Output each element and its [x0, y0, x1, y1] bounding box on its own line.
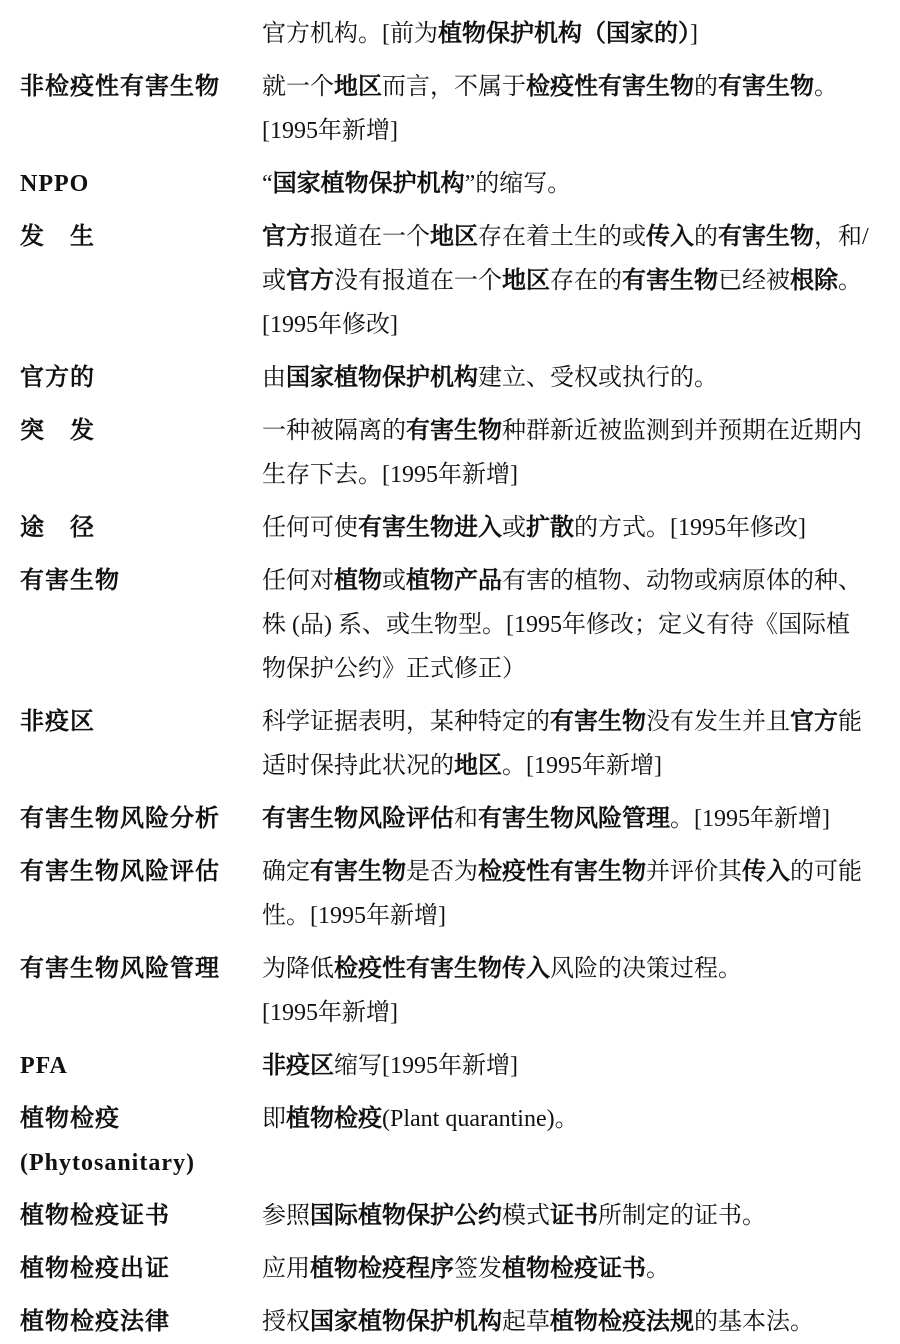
term-line: 植物检疫法律 — [20, 1309, 170, 1335]
definition — [262, 1247, 900, 1291]
text-segment: 缩写[1995年新增] — [334, 1053, 518, 1079]
definition-line — [262, 65, 900, 109]
text-segment: 任何可使 — [262, 515, 358, 541]
text-segment: 即 — [262, 1106, 286, 1132]
definition — [262, 162, 900, 206]
term — [20, 356, 262, 400]
bold-term-reference: 国家植物保护机构 — [310, 1309, 502, 1335]
glossary-entry — [20, 215, 900, 347]
text-segment: “ — [262, 171, 273, 197]
text-segment: 已经被 — [718, 268, 790, 294]
text-segment: 。 — [838, 268, 862, 294]
glossary-entry — [20, 850, 900, 938]
text-segment: 的可能 — [790, 859, 862, 885]
bold-term-reference: 有害生物 — [310, 859, 406, 885]
glossary-list — [20, 12, 900, 1344]
definition-line — [262, 215, 900, 259]
text-segment: 没有报道在一个 — [334, 268, 502, 294]
glossary-entry — [20, 1044, 900, 1088]
definition — [262, 700, 900, 788]
definition-line — [262, 1044, 900, 1088]
text-segment: 。[1995年新增] — [670, 806, 830, 832]
text-segment: 授权 — [262, 1309, 310, 1335]
glossary-entry — [20, 1300, 900, 1344]
term-line: 发 生 — [20, 224, 95, 250]
text-segment: 一种被隔离的 — [262, 418, 406, 444]
definition — [262, 1300, 900, 1344]
definition — [262, 356, 900, 400]
term-line: 官方的 — [20, 365, 95, 391]
text-segment: [1995年新增] — [262, 1000, 398, 1026]
bold-term-reference: 植物检疫程序 — [310, 1256, 454, 1282]
term-line: 有害生物 — [20, 568, 120, 594]
term-line: PFA — [20, 1053, 68, 1079]
text-segment: 并评价其 — [646, 859, 742, 885]
text-segment: 签发 — [454, 1256, 502, 1282]
text-segment: [1995年新增] — [262, 118, 398, 144]
definition — [262, 409, 900, 497]
definition-line — [262, 453, 900, 497]
bold-term-reference: 有害生物风险评估 — [262, 806, 454, 832]
definition-line — [262, 1300, 900, 1344]
term-line: 非检疫性有害生物 — [20, 74, 220, 100]
definition — [262, 1194, 900, 1238]
term — [20, 162, 262, 206]
bold-term-reference: 植物检疫 — [286, 1106, 382, 1132]
definition-line — [262, 12, 900, 56]
text-segment: (Plant quarantine)。 — [382, 1106, 579, 1132]
term-line: 植物检疫出证 — [20, 1256, 170, 1282]
text-segment: 或 — [502, 515, 526, 541]
term-line: 有害生物风险管理 — [20, 956, 220, 982]
text-segment: 确定 — [262, 859, 310, 885]
text-segment: 风险的决策过程。 — [550, 956, 742, 982]
glossary-entry — [20, 1247, 900, 1291]
definition-line — [262, 1097, 900, 1141]
bold-term-reference: 扩散 — [526, 515, 574, 541]
term — [20, 1300, 262, 1344]
text-segment: 而言，不属于 — [382, 74, 526, 100]
definition — [262, 559, 900, 691]
glossary-entry — [20, 700, 900, 788]
definition-line — [262, 409, 900, 453]
definition-line — [262, 647, 900, 691]
definition-line — [262, 894, 900, 938]
term — [20, 700, 262, 744]
text-segment: 为降低 — [262, 956, 334, 982]
text-segment: 存在的 — [550, 268, 622, 294]
term — [20, 65, 262, 109]
definition — [262, 215, 900, 347]
bold-term-reference: 进入 — [454, 515, 502, 541]
bold-term-reference: 植物保护机构（国家的） — [438, 21, 690, 47]
bold-term-reference: 检疫性有害生物 — [526, 74, 694, 100]
term-line: 植物检疫 — [20, 1106, 120, 1132]
text-segment: 参照 — [262, 1203, 310, 1229]
definition-line — [262, 356, 900, 400]
definition-line — [262, 1194, 900, 1238]
text-segment: ”的缩写。 — [464, 171, 572, 197]
term — [20, 1044, 262, 1088]
term — [20, 850, 262, 894]
bold-term-reference: 官方 — [790, 709, 838, 735]
glossary-entry — [20, 797, 900, 841]
bold-term-reference: 官方 — [262, 224, 310, 250]
text-segment: 物保护公约》正式修正） — [262, 656, 526, 682]
term-line: 植物检疫证书 — [20, 1203, 170, 1229]
term — [20, 947, 262, 991]
bold-term-reference: 根除 — [790, 268, 838, 294]
bold-term-reference: 检疫性有害生物 — [478, 859, 646, 885]
text-segment: 报道在一个 — [310, 224, 430, 250]
text-segment: 和 — [454, 806, 478, 832]
glossary-entry — [20, 12, 900, 56]
bold-term-reference: 国家植物保护机构 — [272, 171, 465, 197]
definition-line — [262, 259, 900, 303]
text-segment: 的方式。[1995年修改] — [574, 515, 806, 541]
text-segment: 由 — [262, 365, 286, 391]
text-segment: 适时保持此状况的 — [262, 753, 454, 779]
text-segment: 的 — [694, 74, 718, 100]
bold-term-reference: 有害生物 — [406, 418, 502, 444]
definition-line — [262, 1247, 900, 1291]
definition-line — [262, 559, 900, 603]
glossary-entry — [20, 409, 900, 497]
definition-line — [262, 603, 900, 647]
text-segment: [1995年修改] — [262, 312, 398, 338]
bold-term-reference: 有害生物 — [718, 74, 814, 100]
bold-term-reference: 有害生物 — [622, 268, 718, 294]
term — [20, 1247, 262, 1291]
term-line: (Phytosanitary) — [20, 1150, 195, 1176]
text-segment: 生存下去。[1995年新增] — [262, 462, 518, 488]
bold-term-reference: 国家植物保护机构 — [286, 365, 478, 391]
text-segment: 应用 — [262, 1256, 310, 1282]
definition — [262, 1044, 900, 1088]
term — [20, 506, 262, 550]
definition — [262, 506, 900, 550]
term-line: NPPO — [20, 171, 90, 197]
bold-term-reference: 地区 — [454, 753, 502, 779]
text-segment: 任何对 — [262, 568, 334, 594]
term-line: 有害生物风险分析 — [20, 806, 220, 832]
term — [20, 797, 262, 841]
term — [20, 409, 262, 453]
text-segment: ] — [690, 21, 698, 47]
bold-term-reference: 证书 — [550, 1203, 598, 1229]
text-segment: 株 (品) 系、或生物型。[1995年修改；定义有待《国际植 — [262, 612, 850, 638]
definition — [262, 797, 900, 841]
term-line: 途 径 — [20, 515, 95, 541]
text-segment: 。 — [814, 74, 838, 100]
bold-term-reference: 植物产品 — [406, 568, 502, 594]
term-line: 有害生物风险评估 — [20, 859, 220, 885]
definition-line — [262, 303, 900, 347]
text-segment: 的 — [694, 224, 718, 250]
definition-line — [262, 109, 900, 153]
text-segment: 起草 — [502, 1309, 550, 1335]
text-segment: 存在着土生的或 — [478, 224, 646, 250]
definition-line — [262, 700, 900, 744]
term — [20, 1194, 262, 1238]
text-segment: 是否为 — [406, 859, 478, 885]
definition-line — [262, 797, 900, 841]
text-segment: 或 — [262, 268, 286, 294]
bold-term-reference: 非疫区 — [262, 1053, 334, 1079]
definition-line — [262, 506, 900, 550]
text-segment: 性。[1995年新增] — [262, 903, 446, 929]
bold-term-reference: 地区 — [430, 224, 478, 250]
term — [20, 559, 262, 603]
text-segment: 官方机构。[前为 — [262, 21, 438, 47]
term-line: 非疫区 — [20, 709, 95, 735]
definition-line — [262, 991, 900, 1035]
bold-term-reference: 检疫性有害生物 — [334, 956, 502, 982]
glossary-entry — [20, 162, 900, 206]
text-segment: 所制定的证书。 — [598, 1203, 766, 1229]
text-segment: 就一个 — [262, 74, 334, 100]
text-segment: 建立、受权或执行的。 — [478, 365, 718, 391]
bold-term-reference: 传入 — [502, 956, 550, 982]
term — [20, 1097, 262, 1185]
glossary-entry — [20, 559, 900, 691]
definition-line — [262, 744, 900, 788]
definition-line — [262, 947, 900, 991]
bold-term-reference: 有害生物风险管理 — [478, 806, 670, 832]
definition — [262, 65, 900, 153]
text-segment: 有害的植物、动物或病原体的种、 — [502, 568, 862, 594]
bold-term-reference: 有害生物 — [550, 709, 646, 735]
text-segment: 没有发生并且 — [646, 709, 790, 735]
bold-term-reference: 传入 — [646, 224, 694, 250]
bold-term-reference: 国际植物保护公约 — [310, 1203, 502, 1229]
bold-term-reference: 有害生物 — [358, 515, 454, 541]
bold-term-reference: 植物 — [334, 568, 382, 594]
term-line: 突 发 — [20, 418, 95, 444]
definition — [262, 1097, 900, 1141]
text-segment: 。[1995年新增] — [502, 753, 662, 779]
text-segment: 科学证据表明，某种特定的 — [262, 709, 550, 735]
bold-term-reference: 地区 — [502, 268, 550, 294]
definition-line — [262, 850, 900, 894]
text-segment: ，和/ — [814, 224, 869, 250]
term — [20, 215, 262, 259]
text-segment: 。 — [646, 1256, 670, 1282]
glossary-entry — [20, 1194, 900, 1238]
bold-term-reference: 官方 — [286, 268, 334, 294]
glossary-entry — [20, 947, 900, 1035]
text-segment: 的基本法。 — [694, 1309, 814, 1335]
definition — [262, 12, 900, 56]
glossary-entry — [20, 65, 900, 153]
glossary-entry — [20, 506, 900, 550]
glossary-entry — [20, 1097, 900, 1185]
text-segment: 能 — [838, 709, 862, 735]
text-segment: 模式 — [502, 1203, 550, 1229]
definition — [262, 850, 900, 938]
bold-term-reference: 植物检疫法规 — [550, 1309, 694, 1335]
text-segment: 种群新近被监测到并预期在近期内 — [502, 418, 862, 444]
bold-term-reference: 有害生物 — [718, 224, 814, 250]
bold-term-reference: 传入 — [742, 859, 790, 885]
text-segment: 或 — [382, 568, 406, 594]
glossary-entry — [20, 356, 900, 400]
bold-term-reference: 植物检疫证书 — [502, 1256, 646, 1282]
bold-term-reference: 地区 — [334, 74, 382, 100]
definition — [262, 947, 900, 1035]
definition-line — [262, 162, 900, 206]
